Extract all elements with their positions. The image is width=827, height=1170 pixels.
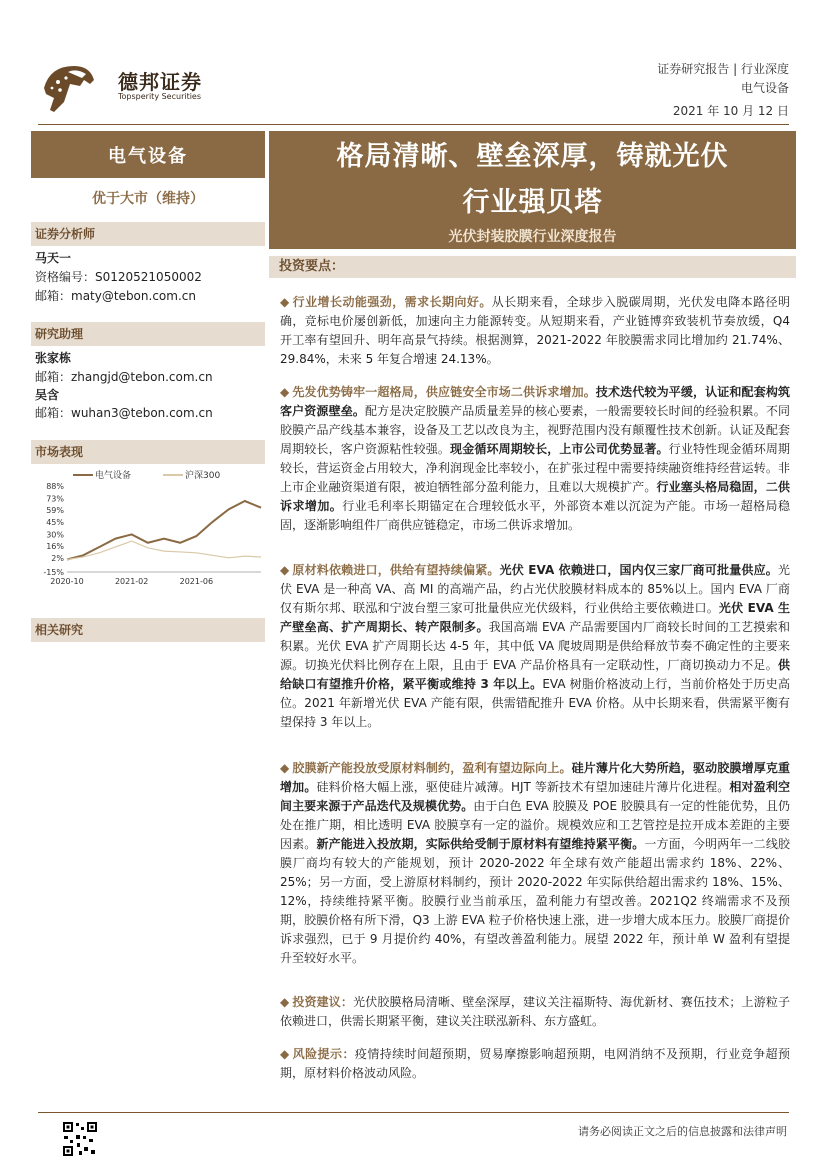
analyst-name: 马天一 [35, 251, 72, 265]
para-competition [280, 383, 790, 535]
para-text: EVA 树脂价格波动上行，当前价格处于历史高位。2021 年新增光伏 EVA 产能有限，供需错配推升 EVA 价格。从中长期来看，供需紧平衡有望保持 3 年以上。 [280, 677, 790, 729]
para-bold: 光伏 EVA 生产壁垒高、扩产周期长、转产限制多。 [280, 601, 790, 634]
para-lead: 先发优势铸牢一超格局，供应链安全市场二供诉求增加。 [292, 385, 596, 399]
bullet-icon: ◆ [280, 295, 290, 309]
para-bold: 光伏 EVA 依赖进口，国内仅三家厂商可批量供应。 [499, 563, 778, 577]
assistant1-email[interactable]: 邮箱：zhangjd@tebon.com.cn [35, 370, 213, 384]
legend-label-sector: 电气设备 [95, 471, 132, 481]
brand-name-en: Topsperity Securities [118, 92, 202, 101]
y-tick-label: 59% [46, 506, 64, 516]
report-category: 行业深度 [740, 62, 789, 76]
para-text: 行业毛利率长期锚定在合理较低水平，外部资本难以沉淀为产能。市场一超格局稳固，逐渐影响组件厂商供应链稳定，市场二供诉求增加。 [280, 499, 790, 532]
y-tick-label: 30% [46, 530, 64, 540]
sector-box: 电气设备 [31, 131, 265, 178]
rating: 优于大市（维持） [92, 191, 204, 207]
assistant1-name: 张家栋 [35, 351, 72, 365]
para-text: 配方是决定胶膜产品质量差异的核心要素，一般需要较长时间的经验积累。不同胶膜产品产线基本兼容，设备及工艺以改良为主，视野范围内没有颠覆性技术创新。认证及配套周期较长，客户资源粘性较强。 [280, 404, 790, 456]
bullet-icon: ◆ [280, 1047, 290, 1061]
y-tick-label: 2% [51, 553, 64, 563]
para-bold: 供给缺口有望推升价格，紧平衡或维持 3 年以上。 [280, 658, 790, 691]
para-text: 一方面，今明两年一二线胶膜厂商均有较大的产能规划，预计 2020-2022 年全球有效产能超出需求约 18%、22%、25%；另一方面，受上游原材料制约，预计 2020-2022 年实际供给超出需求约 18%、15%、12%，持续维持紧平衡。胶膜行业当前承压，盈利能力有望改善。2021Q2 终端需求不及预期，胶膜价格有所下滑，Q3 上游 EVA 粒子价格快速上涨，进一步增大成本压力。胶膜厂商提价诉求强烈，已于 9 月提价约 40%，有望改善盈利能力。展望 2022 年，预计单 W 盈利有望提升至较好水平。 [280, 837, 790, 965]
para-text: 光伏 EVA 是一种高 VA、高 MI 的高端产品，约占光伏胶膜材料成本的 85%以上。国内 EVA 厂商仅有斯尔邦、联泓和宁波台塑三家可批量供应光伏级料，行业供给主要依赖进口。 [280, 563, 790, 615]
para-text: 我国高端 EVA 产品需要国内厂商较长时间的工艺摸索和积累。光伏 EVA 扩产周期长达 4-5 年，其中低 VA 爬坡周期是供给释放节奏不确定性的主要来源。切换光伏料比例存在上限，且由于 EVA 产品价格具有一定联动性，厂商切换动力不足。 [280, 620, 790, 672]
x-tick-label: 2021-02 [114, 577, 149, 586]
y-tick-label: 73% [46, 494, 64, 504]
investment-highlights-head: 投资要点： [269, 256, 796, 278]
bullet-icon: ◆ [280, 385, 290, 399]
brand-name: 德邦证券 [118, 70, 202, 94]
series-line-1 [67, 541, 261, 559]
header-report-type [657, 60, 789, 77]
para-demand [280, 293, 790, 369]
x-tick-label: 2021-06 [179, 577, 214, 586]
para-raw-material [280, 561, 790, 732]
report-title-line1: 格局清晰、壁垒深厚，铸就光伏 [336, 141, 729, 172]
header-rule [38, 124, 789, 125]
para-lead: 胶膜新产能投放受原材料制约，盈利有望边际向上。 [292, 761, 572, 775]
para-text: 由于白色 EVA 胶膜及 POE 胶膜具有一定的性能优势，且仍处在推广期，相比透明 EVA 胶膜享有一定的溢价。规模效应和工艺管控是拉开成本差距的主要因素。 [280, 799, 790, 851]
para-bold: 新产能进入投放期，实际供给受制于原材料有望维持紧平衡。 [316, 837, 645, 851]
report-title-line2: 行业强贝塔 [462, 187, 603, 218]
bullet-icon: ◆ [280, 995, 290, 1009]
para-capacity [280, 759, 790, 968]
para-lead: 原材料依赖进口，供给有望持续偏紧。 [292, 563, 500, 577]
report-type: 证券研究报告 [657, 62, 730, 76]
para-investment-advice [280, 993, 790, 1031]
assistant-section-head: 研究助理 [31, 322, 265, 346]
para-bold: 行业塞头格局稳固，二供诉求增加。 [280, 480, 790, 513]
x-tick-label: 2020-10 [50, 577, 84, 586]
para-lead: 投资建议： [292, 995, 354, 1009]
para-text: 疫情持续时间超预期，贸易摩擦影响超预期，电网消纳不及预期，行业竞争超预期，原材料价格波动风险。 [280, 1047, 790, 1080]
related-section-head: 相关研究 [31, 618, 265, 642]
analyst-email[interactable]: 邮箱：maty@tebon.com.cn [35, 289, 196, 303]
footer-rule [38, 1112, 789, 1113]
y-tick-label: 88% [46, 482, 64, 491]
para-text: 行业特性现金循环周期较长，营运资金占用较大，净利润现金比率较小，在扩张过程中需要持续融资维持经营运转。非上市企业融资渠道有限，被迫牺牲部分盈利能力，且难以大规模扩产。 [280, 442, 790, 494]
y-tick-label: 16% [46, 542, 64, 552]
footer-disclaimer[interactable]: 请务必阅读正文之后的信息披露和法律声明 [578, 1125, 787, 1138]
y-tick-label: 45% [46, 517, 64, 527]
para-text: 光伏胶膜格局清晰、壁垒深厚，建议关注福斯特、海优新材、赛伍技术；上游粒子依赖进口，供需长期紧平衡，建议关注联泓新科、东方盛虹。 [280, 995, 790, 1028]
para-bold: 相对盈利空间主要来源于产品迭代及规模优势。 [280, 780, 790, 813]
para-bold: 现金循环周期较长，上市公司优势显著。 [450, 442, 669, 456]
bullet-icon: ◆ [280, 761, 290, 775]
assistant2-name: 吴含 [35, 388, 60, 402]
analyst-cert: 资格编号：S0120521050002 [35, 270, 202, 284]
y-tick-label: -15% [43, 568, 64, 577]
para-bold: 硅片薄片化大势所趋，驱动胶膜增厚克重增加。 [280, 761, 790, 794]
report-date: 2021 年 10 月 12 日 [672, 104, 789, 118]
para-lead: 行业增长动能强劲，需求长期向好。 [292, 295, 492, 309]
analyst-section-head: 证券分析师 [31, 222, 265, 246]
legend-label-index: 沪深300 [185, 471, 221, 481]
para-bold: 技术迭代较为平缓，认证和配套构筑客户资源壁垒。 [280, 385, 790, 418]
bullet-icon: ◆ [280, 563, 290, 577]
report-subtitle: 光伏封装胶膜行业深度报告 [448, 229, 617, 245]
assistant2-email[interactable]: 邮箱：wuhan3@tebon.com.cn [35, 406, 213, 420]
header-sector: 电气设备 [740, 81, 789, 95]
para-text: 从长期来看，全球步入脱碳周期，光伏发电降本路径明确，竞标电价屡创新低，加速向主力能源转变。从短期来看，产业链博弈致装机节奏放缓，Q4 开工率有望回升、明年高景气持续。根据测算，2021-2022 年胶膜需求同比增加约 21.74%、29.84%，未来 5 年复合增速 24.13%。 [280, 295, 790, 366]
qr-code-icon[interactable] [62, 1121, 98, 1157]
market-section-head: 市场表现 [31, 440, 265, 464]
para-text: 硅料价格大幅上涨，驱使硅片减薄。HJT 等新技术有望加速硅片薄片化进程。 [316, 780, 730, 794]
para-lead: 风险提示： [292, 1047, 355, 1061]
header-divider: | [733, 62, 741, 76]
market-performance-chart [33, 466, 267, 592]
para-risk [280, 1045, 790, 1083]
brand-logo-icon [40, 58, 98, 116]
